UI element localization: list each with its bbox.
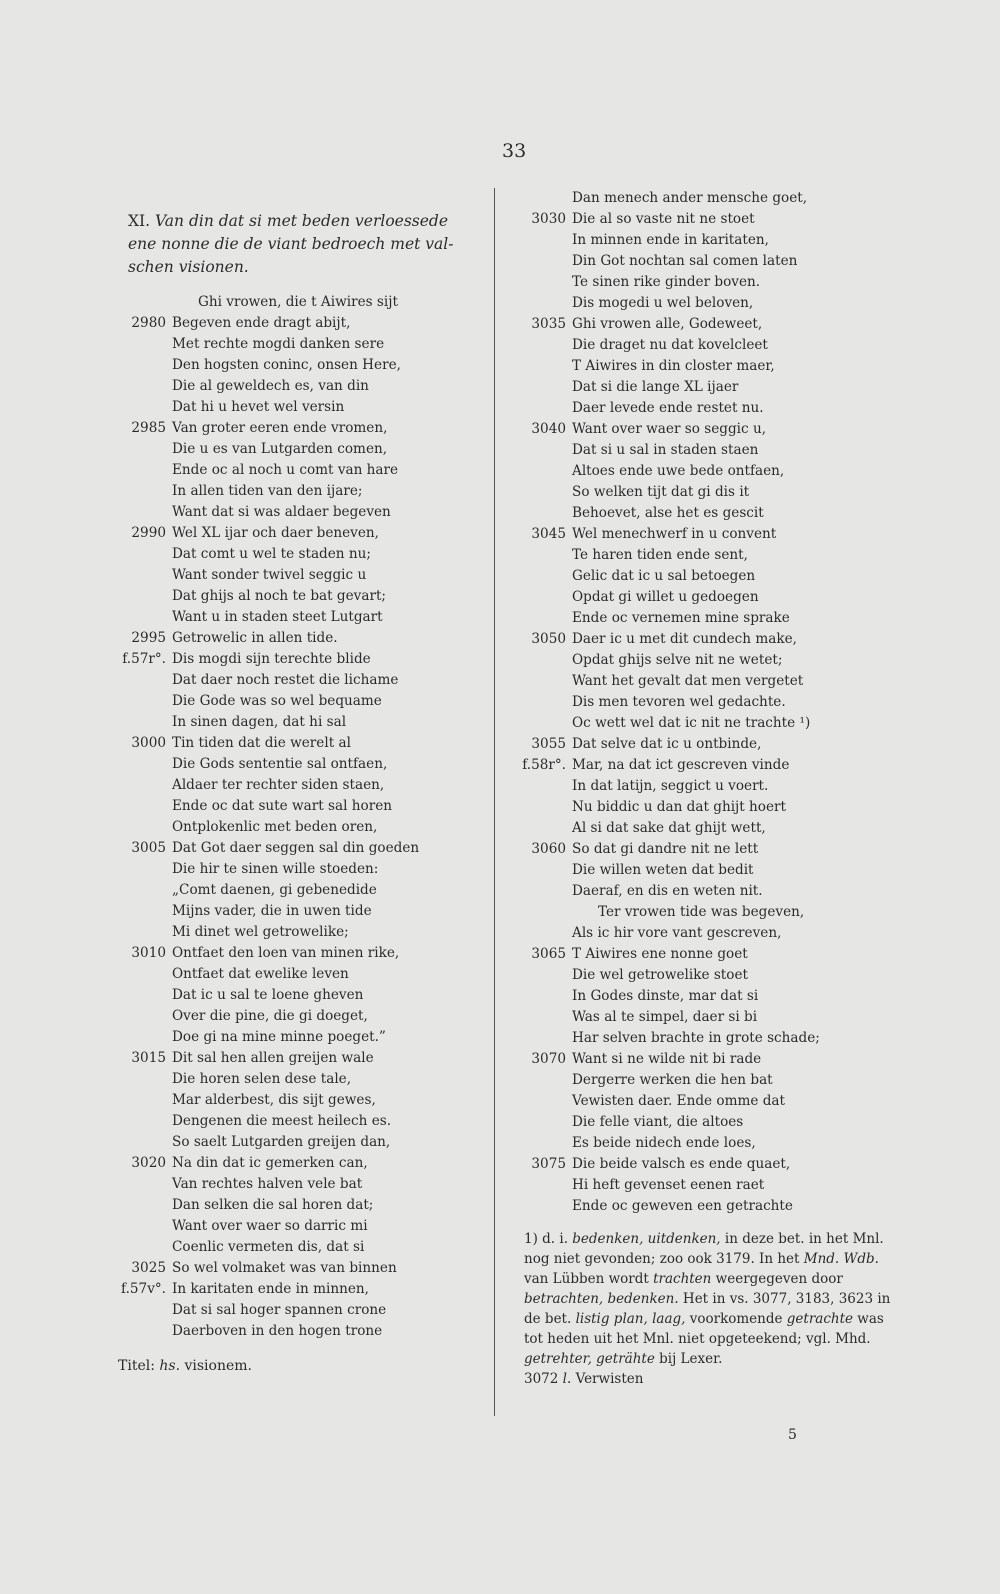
verse-text: Die al geweldech es, van din <box>172 378 369 394</box>
verse-line <box>110 1279 490 1300</box>
verse-text: Din Got nochtan sal comen laten <box>572 253 798 269</box>
verse-text: Har selven brachte in grote schade; <box>572 1030 820 1046</box>
note-text: visionem. <box>184 1358 252 1374</box>
verse-line <box>110 607 490 628</box>
verse-line <box>110 355 490 376</box>
verse-text: Begeven ende dragt abijt, <box>172 315 351 331</box>
verse-line <box>110 964 490 985</box>
line-number: 2995 <box>131 630 166 646</box>
line-number: 3025 <box>131 1260 166 1276</box>
verse-text: Wel menechwerf in u convent <box>572 526 777 542</box>
verse-text: Behoevet, alse het es gescit <box>572 505 764 521</box>
fn-text: van Lübben wordt <box>524 1271 654 1287</box>
verse-line <box>110 901 490 922</box>
verse-line <box>510 755 900 776</box>
chapter-number: XI. <box>128 212 151 230</box>
verse-text: Vewisten daer. Ende omme dat <box>572 1093 785 1109</box>
verse-line <box>110 817 490 838</box>
verse-line <box>110 1111 490 1132</box>
verse-line <box>510 1007 900 1028</box>
verse-line <box>110 460 490 481</box>
verse-line <box>510 188 900 209</box>
verse-text: Want sonder twivel seggic u <box>172 567 367 583</box>
verse-text: Te sinen rike ginder boven. <box>572 274 761 290</box>
verse-line <box>110 1048 490 1069</box>
fn-italic: listig plan, laag, <box>575 1311 686 1327</box>
verse-text: Al si dat sake dat ghijt wett, <box>572 820 766 836</box>
verse-text: „Comt daenen, gi gebenedide <box>172 882 377 898</box>
fn-text: bij Lexer. <box>654 1351 723 1367</box>
verse-text: Die willen weten dat bedit <box>572 862 754 878</box>
verse-text: Die hir te sinen wille stoeden: <box>172 861 379 877</box>
verse-line <box>110 586 490 607</box>
verse-line <box>110 712 490 733</box>
heading-line: Van din dat si met beden verloessede <box>155 212 449 230</box>
verse-text: Ghi vrowen alle, Godeweet, <box>572 316 763 332</box>
verse-text: In allen tiden van den ijare; <box>172 483 363 499</box>
verse-text: So saelt Lutgarden greijen dan, <box>172 1134 391 1150</box>
verse-text: Wel XL ijar och daer beneven, <box>172 525 379 541</box>
line-number: 3030 <box>531 211 566 227</box>
verse-line <box>110 859 490 880</box>
verse-line <box>510 986 900 1007</box>
verse-text: Dat si u sal in staden staen <box>572 442 759 458</box>
verse-text: So wel volmaket was van binnen <box>172 1260 397 1276</box>
emendation-line: 3072 <box>524 1371 559 1387</box>
verse-line <box>510 776 900 797</box>
verse-text: Dis mogdi sijn terechte blide <box>172 651 371 667</box>
verse-text: Want dat si was aldaer begeven <box>172 504 391 520</box>
verse-text: Van rechtes halven vele bat <box>172 1176 363 1192</box>
fn-text: weergegeven door <box>711 1271 843 1287</box>
verse-line <box>110 502 490 523</box>
verse-line <box>510 1133 900 1154</box>
verse-text: Want over waer so seggic u, <box>572 421 767 437</box>
note-label: Titel: <box>118 1358 155 1374</box>
verse-line <box>510 335 900 356</box>
verse-line <box>510 734 900 755</box>
verse-line <box>510 398 900 419</box>
verse-text: Ontplokenlic met beden oren, <box>172 819 378 835</box>
verse-text: Ende oc geweven een getrachte <box>572 1198 793 1214</box>
verse-line <box>510 419 900 440</box>
fn-italic: getrachte <box>786 1311 854 1327</box>
verse-line <box>110 1132 490 1153</box>
verse-line <box>510 230 900 251</box>
verse-line <box>110 418 490 439</box>
verse-text: Daer ic u met dit cundech make, <box>572 631 797 647</box>
line-number: 3050 <box>531 631 566 647</box>
verse-line <box>110 334 490 355</box>
verse-line <box>510 1196 900 1217</box>
fn-italic: Mnd. Wdb. <box>803 1251 879 1267</box>
verse-line <box>110 733 490 754</box>
verse-text: Tin tiden dat die werelt al <box>172 735 351 751</box>
verse-text: Van groter eeren ende vromen, <box>172 420 388 436</box>
verse-line <box>510 629 900 650</box>
verse-text: Die u es van Lutgarden comen, <box>172 441 388 457</box>
verse-line <box>110 1153 490 1174</box>
line-number: 3000 <box>131 735 166 751</box>
verse-line <box>110 481 490 502</box>
verse-line <box>510 818 900 839</box>
verse-line <box>110 523 490 544</box>
verse-line <box>510 1028 900 1049</box>
verse-line <box>510 482 900 503</box>
verse-line <box>510 860 900 881</box>
emendation-text: Verwisten <box>575 1371 644 1387</box>
verse-text: Dit sal hen allen greijen wale <box>172 1050 374 1066</box>
footnote <box>524 1229 900 1369</box>
emendation-abbr: l. <box>562 1371 572 1387</box>
line-number: 2990 <box>131 525 166 541</box>
verse-line <box>510 1112 900 1133</box>
signature-mark: 5 <box>788 1427 797 1443</box>
verse-text: Ende oc vernemen mine sprake <box>572 610 790 626</box>
fn-italic: getrehter, geträhte <box>524 1351 655 1367</box>
verse-text: Getrowelic in allen tide. <box>172 630 338 646</box>
title-note <box>118 1356 490 1376</box>
verse-line <box>110 439 490 460</box>
verse-line <box>510 587 900 608</box>
verse-line <box>510 314 900 335</box>
verse-text: Dis mogedi u wel beloven, <box>572 295 754 311</box>
verse-text: Den hogsten coninc, onsen Here, <box>172 357 401 373</box>
verse-text: Altoes ende uwe bede ontfaen, <box>572 463 785 479</box>
line-number: 3005 <box>131 840 166 856</box>
line-number: 3040 <box>531 421 566 437</box>
verse-text: Die horen selen dese tale, <box>172 1071 352 1087</box>
verse-text: Ontfaet den loen van minen rike, <box>172 945 400 961</box>
fn-text: voorkomende <box>685 1311 787 1327</box>
verse-text: Dat si sal hoger spannen crone <box>172 1302 387 1318</box>
verse-line <box>110 292 490 313</box>
verse-text: T Aiwires in din closter maer, <box>572 358 775 374</box>
verse-text: Die beide valsch es ende quaet, <box>572 1156 791 1172</box>
fn-italic: bedenken, uitdenken, <box>572 1231 721 1247</box>
verse-line <box>510 692 900 713</box>
verse-text: Aldaer ter rechter siden staen, <box>172 777 385 793</box>
verse-text: Want u in staden steet Lutgart <box>172 609 383 625</box>
line-number: 3070 <box>531 1051 566 1067</box>
verse-line <box>110 1216 490 1237</box>
verse-text: Over die pine, die gi doeget, <box>172 1008 368 1024</box>
verse-text: Coenlic vermeten dis, dat si <box>172 1239 365 1255</box>
verse-text: Ende oc al noch u comt van hare <box>172 462 399 478</box>
verse-text: Dat ic u sal te loene gheven <box>172 987 364 1003</box>
verse-line <box>110 1321 490 1342</box>
left-column <box>110 210 490 1376</box>
verse-line <box>110 628 490 649</box>
line-number: 3065 <box>531 946 566 962</box>
verse-text: So welken tijt dat gi dis it <box>572 484 750 500</box>
verse-line <box>510 965 900 986</box>
verse-text: Dat si die lange XL ijaer <box>572 379 739 395</box>
verse-text: In Godes dinste, mar dat si <box>572 988 759 1004</box>
verse-text: Oc wett wel dat ic nit ne trachte ¹) <box>572 715 811 731</box>
verse-text: Daeraf, en dis en weten nit. <box>572 883 763 899</box>
verse-text: Ter vrowen tide was begeven, <box>598 904 805 920</box>
column-divider <box>494 188 495 1416</box>
verse-text: Doe gi na mine minne poeget.” <box>172 1029 386 1045</box>
verse-line <box>110 1300 490 1321</box>
verse-text: Die felle viant, die altoes <box>572 1114 744 1130</box>
verse-text: Die Gode was so wel bequame <box>172 693 382 709</box>
verse-lines-left <box>110 292 490 1342</box>
verse-line <box>110 670 490 691</box>
verse-line <box>110 985 490 1006</box>
verse-line <box>510 524 900 545</box>
fn-text: in deze bet. in het Mnl. nog niet gevonden; zoo ook 3179. In het <box>524 1231 884 1267</box>
verse-line <box>110 1069 490 1090</box>
verse-text: Ghi vrowen, die t Aiwires sijt <box>198 294 398 310</box>
verse-text: Ontfaet dat ewelike leven <box>172 966 349 982</box>
verse-text: Dat ghijs al noch te bat gevart; <box>172 588 386 604</box>
verse-text: Mar, na dat ict gescreven vinde <box>572 757 790 773</box>
verse-text: In minnen ende in karitaten, <box>572 232 769 248</box>
verse-line <box>510 650 900 671</box>
verse-line <box>510 356 900 377</box>
verse-text: In dat latijn, seggict u voert. <box>572 778 769 794</box>
verse-text: Die draget nu dat kovelcleet <box>572 337 768 353</box>
verse-line <box>510 608 900 629</box>
verse-text: Dat Got daer seggen sal din goeden <box>172 840 420 856</box>
verse-text: Die Gods sententie sal ontfaen, <box>172 756 388 772</box>
verse-line <box>110 1006 490 1027</box>
verse-text: Hi heft gevenset eenen raet <box>572 1177 765 1193</box>
verse-text: Daer levede ende restet nu. <box>572 400 764 416</box>
verse-line <box>510 461 900 482</box>
verse-text: Dat daer noch restet die lichame <box>172 672 399 688</box>
line-number: f.57r°. <box>122 651 166 667</box>
verse-text: Na din dat ic gemerken can, <box>172 1155 368 1171</box>
verse-text: Daerboven in den hogen trone <box>172 1323 383 1339</box>
verse-text: Dat selve dat ic u ontbinde, <box>572 736 762 752</box>
line-number: 3055 <box>531 736 566 752</box>
verse-line <box>510 272 900 293</box>
verse-line <box>510 1070 900 1091</box>
heading-line: schen visionen. <box>128 258 249 276</box>
line-number: 3075 <box>531 1156 566 1172</box>
line-number: 2985 <box>131 420 166 436</box>
verse-line <box>110 1258 490 1279</box>
verse-line <box>510 545 900 566</box>
page-number: 33 <box>502 140 527 162</box>
emendation-note <box>524 1369 900 1389</box>
verse-line <box>510 1154 900 1175</box>
line-number: 3010 <box>131 945 166 961</box>
verse-text: Dan selken die sal horen dat; <box>172 1197 374 1213</box>
verse-line <box>110 1195 490 1216</box>
verse-line <box>110 565 490 586</box>
verse-text: Opdat gi willet u gedoegen <box>572 589 759 605</box>
verse-line <box>510 881 900 902</box>
verse-line <box>110 880 490 901</box>
right-column <box>510 188 900 1389</box>
verse-line <box>110 544 490 565</box>
footnote-marker: 1) d. i. <box>524 1231 568 1247</box>
verse-text: Want het gevalt dat men vergetet <box>572 673 804 689</box>
verse-text: Dengenen die meest heilech es. <box>172 1113 392 1129</box>
verse-line <box>110 1090 490 1111</box>
verse-line <box>510 671 900 692</box>
verse-text: Met rechte mogdi danken sere <box>172 336 385 352</box>
fn-italic: trachten <box>653 1271 712 1287</box>
verse-text: Als ic hir vore vant gescreven, <box>572 925 782 941</box>
verse-text: Die wel getrowelike stoet <box>572 967 748 983</box>
verse-line <box>510 944 900 965</box>
fn-text: was tot heden uit het Mnl. niet opgeteekend; vgl. Mhd. <box>524 1311 884 1347</box>
line-number: 3015 <box>131 1050 166 1066</box>
verse-text: Dan menech ander mensche goet, <box>572 190 808 206</box>
verse-text: Want over waer so darric mi <box>172 1218 368 1234</box>
verse-text: Was al te simpel, daer si bi <box>572 1009 758 1025</box>
verse-line <box>110 796 490 817</box>
verse-text: Dat comt u wel te staden nu; <box>172 546 371 562</box>
verse-line <box>110 1237 490 1258</box>
verse-text: Mijns vader, die in uwen tide <box>172 903 372 919</box>
verse-text: Te haren tiden ende sent, <box>572 547 748 563</box>
verse-text: Ende oc dat sute wart sal horen <box>172 798 393 814</box>
verse-text: T Aiwires ene nonne goet <box>572 946 748 962</box>
verse-line <box>510 902 900 923</box>
verse-line <box>510 923 900 944</box>
verse-text: Dat hi u hevet wel versin <box>172 399 345 415</box>
chapter-heading <box>128 210 490 279</box>
verse-line <box>510 797 900 818</box>
verse-text: Gelic dat ic u sal betoegen <box>572 568 756 584</box>
line-number: 3045 <box>531 526 566 542</box>
verse-line <box>510 440 900 461</box>
verse-line <box>110 376 490 397</box>
verse-text: Dis men tevoren wel gedachte. <box>572 694 786 710</box>
verse-line <box>510 293 900 314</box>
verse-text: In karitaten ende in minnen, <box>172 1281 369 1297</box>
verse-line <box>110 649 490 670</box>
verse-line <box>510 1175 900 1196</box>
verse-text: Nu biddic u dan dat ghijt hoert <box>572 799 787 815</box>
verse-line <box>110 775 490 796</box>
verse-line <box>110 691 490 712</box>
line-number: 3035 <box>531 316 566 332</box>
line-number: f.57v°. <box>121 1281 166 1297</box>
verse-line <box>510 1049 900 1070</box>
line-number: 3020 <box>131 1155 166 1171</box>
verse-line <box>510 251 900 272</box>
verse-text: Es beide nidech ende loes, <box>572 1135 756 1151</box>
fn-text: Het in vs. 3077, 3183, 3623 in de bet. <box>524 1291 891 1327</box>
verse-text: So dat gi dandre nit ne lett <box>572 841 759 857</box>
verse-text: In sinen dagen, dat hi sal <box>172 714 347 730</box>
verse-line <box>510 377 900 398</box>
verse-line <box>110 838 490 859</box>
verse-text: Mar alderbest, dis sijt gewes, <box>172 1092 376 1108</box>
heading-line: ene nonne die de viant bedroech met val- <box>128 235 454 253</box>
line-number: 2980 <box>131 315 166 331</box>
verse-line <box>110 943 490 964</box>
verse-line <box>510 1091 900 1112</box>
verse-line <box>510 566 900 587</box>
verse-line <box>510 503 900 524</box>
verse-line <box>110 313 490 334</box>
verse-text: Mi dinet wel getrowelike; <box>172 924 349 940</box>
verse-line <box>510 209 900 230</box>
verse-text: Opdat ghijs selve nit ne wetet; <box>572 652 783 668</box>
verse-line <box>110 397 490 418</box>
fn-italic: betrachten, bedenken. <box>524 1291 679 1307</box>
verse-line <box>110 1027 490 1048</box>
verse-line <box>110 922 490 943</box>
verse-line <box>510 713 900 734</box>
verse-text: Dergerre werken die hen bat <box>572 1072 773 1088</box>
verse-lines-right <box>510 188 900 1217</box>
line-number: f.58r°. <box>522 757 566 773</box>
line-number: 3060 <box>531 841 566 857</box>
verse-line <box>110 754 490 775</box>
verse-line <box>110 1174 490 1195</box>
verse-text: Want si ne wilde nit bi rade <box>572 1051 762 1067</box>
verse-text: Die al so vaste nit ne stoet <box>572 211 755 227</box>
verse-line <box>510 839 900 860</box>
note-abbr: hs. <box>159 1358 181 1374</box>
